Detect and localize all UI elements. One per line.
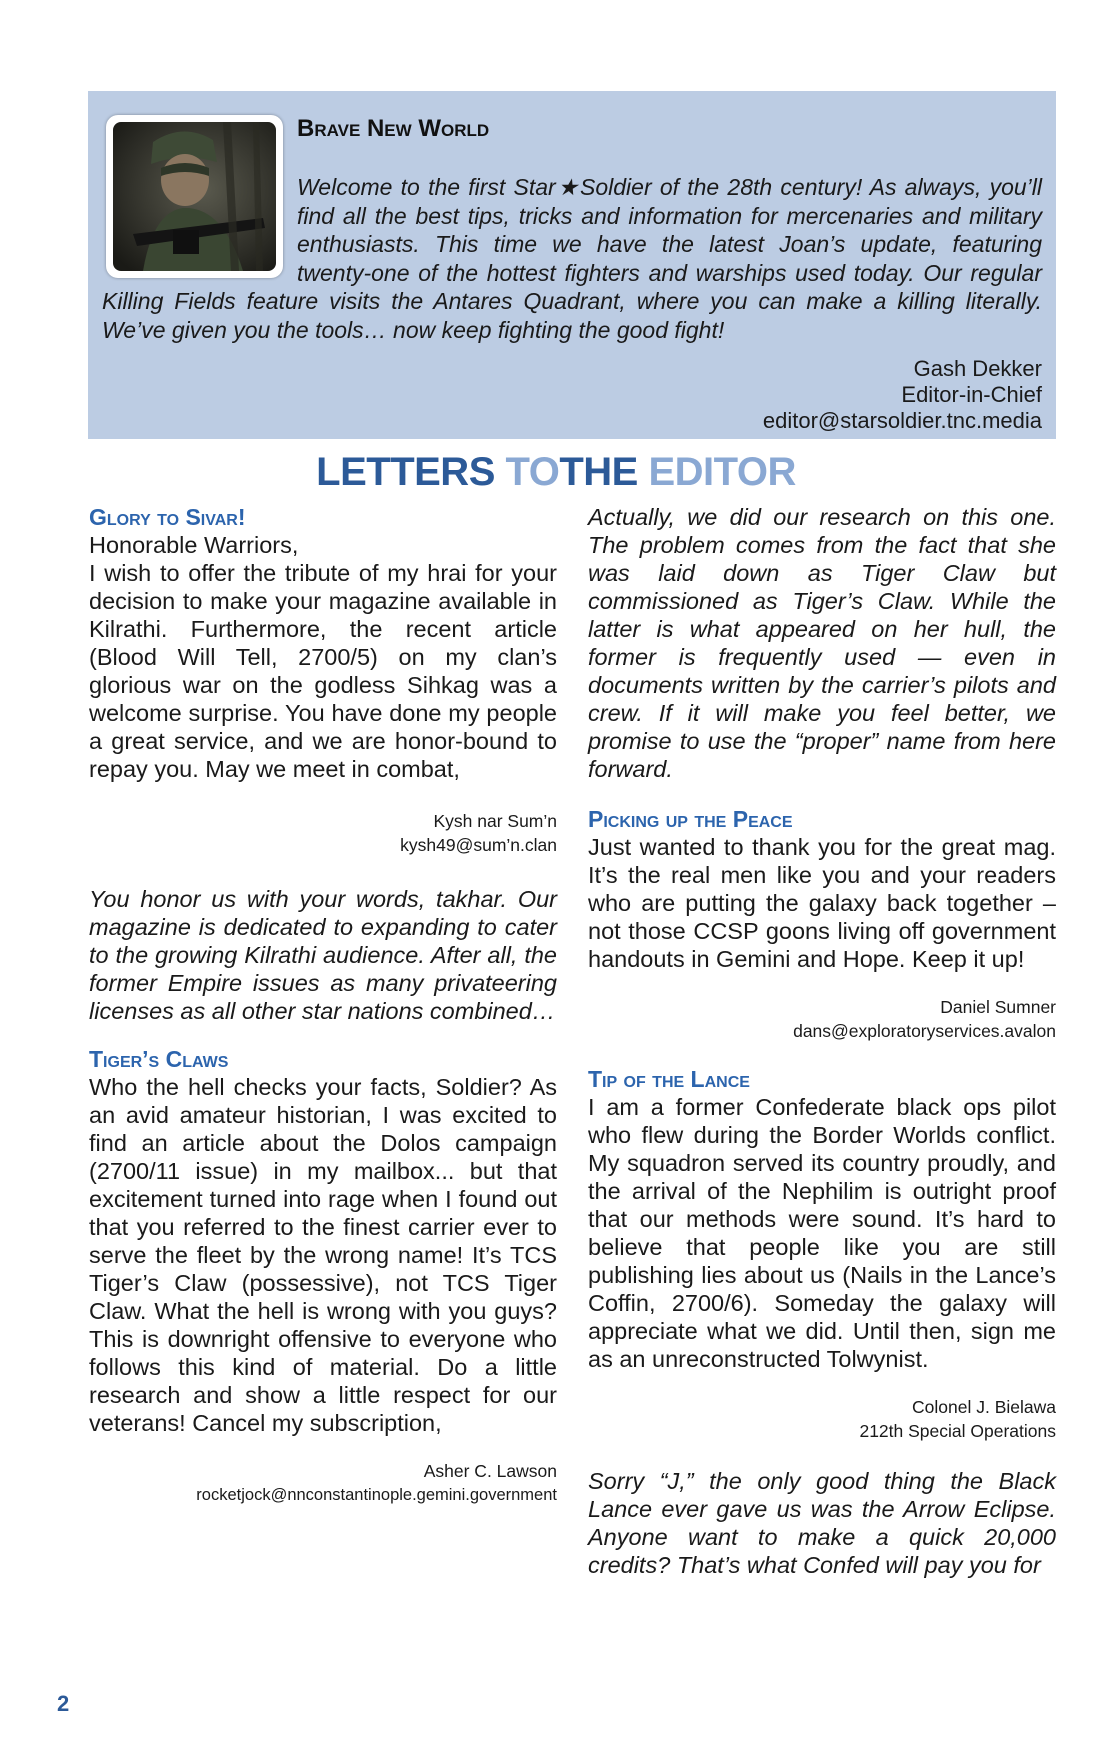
- signature-name: Gash Dekker: [913, 356, 1042, 381]
- section-title-part2: TO: [505, 450, 560, 494]
- letter-email-tiger[interactable]: rocketjock@nnconstantinople.gemini.government: [196, 1486, 557, 1504]
- editorial-signature: [102, 356, 1042, 434]
- letter-heading-glory: Glory to Sivar!: [89, 504, 246, 530]
- letter-email-peace[interactable]: dans@exploratoryservices.avalon: [793, 1021, 1056, 1041]
- letter-email-glory[interactable]: kysh49@sum’n.clan: [400, 835, 557, 855]
- letter-author-peace: Daniel Sumner: [940, 997, 1056, 1017]
- letter-body-lance: I am a former Confederate black ops pilot who flew during the Border Worlds conflict. My squadron served its country proudly, and the arrival of the Nephilim is outright proof that our methods were sound. It’s hard to believe that people like you are still publishing lies about us (Nails in the Lance’s Coffin, 2700/6). Someday the galaxy will appreciate what we did. Until then, sign me as an unreconstructed Tolwynist.: [588, 1094, 1056, 1372]
- letter-body-tiger: Who the hell checks your facts, Soldier? As an avid amateur historian, I was excited to find an article about the Dolos campaign (2700/11 issue) in my mailbox... but that excitement turned into rage when I found out that you referred to the finest carrier ever to serve the fleet by the wrong name! It’s TCS Tiger’s Claw (possessive), not TCS Tiger Claw. What the hell is wrong with you guys? This is downright offensive to everyone who follows this kind of material. Do a little research and show a little respect for our veterans! Cancel my subscription,: [89, 1074, 557, 1436]
- editor-reply-glory: You honor us with your words, takhar. Our magazine is dedicated to expanding to cater to the growing Kilrathi audience. After all, the former Empire issues as many privateering licenses as all other star nations combined…: [89, 886, 557, 1024]
- section-title-part4: EDITOR: [648, 450, 796, 494]
- editor-reply-tiger: Actually, we did our research on this one. The problem comes from the fact that she was laid down as Tiger Claw but commissioned as Tiger’s Claw. While the latter is what appeared on her hull, the former is frequently used — even in documents written by the carrier’s pilots and crew. If it will make you feel better, we promise to use the “proper” name from here forward.: [588, 504, 1056, 782]
- editorial-body: Welcome to the first Star★Soldier of the 28th century! As always, you’ll find all the best tips, tricks and information for mercenaries and military enthusiasts. This time we have the latest Joan’s update, featuring twenty-one of the hottest fighters and warships used today. Our regular Killing Fields feature visits the Antares Quadrant, where you can make a killing literally. We’ve given you the tools… now keep fighting the good fight!: [102, 174, 1042, 343]
- left-column: [89, 503, 557, 1507]
- section-title-part1: LETTERS: [316, 450, 495, 494]
- letter-body-glory: Honorable Warriors, I wish to offer the tribute of my hrai for your decision to make your magazine available in Kilrathi. Furthermore, the recent article (Blood Will Tell, 2700/5) on my clan’s glorious war on the godless Sihkag was a welcome surprise. You have done my people a great service, and we are honor-bound to repay you. May we meet in combat,: [89, 532, 557, 782]
- letter-body-peace: Just wanted to thank you for the great mag. It’s the real men like you and your readers who are putting the galaxy back together – not those CCSP goons living off government handouts in Gemini and Hope. Keep it up!: [588, 834, 1056, 972]
- page-number: 2: [57, 1691, 70, 1716]
- editorial-box: [88, 91, 1056, 439]
- signature-email[interactable]: editor@starsoldier.tnc.media: [762, 408, 1042, 433]
- section-title: [0, 450, 1112, 495]
- editorial-title: Brave New World: [297, 115, 490, 142]
- soldier-photo-image: [113, 122, 276, 271]
- letter-heading-lance: Tip of the Lance: [588, 1066, 750, 1092]
- soldier-photo: [106, 115, 283, 278]
- letter-unit-lance: 212th Special Operations: [859, 1421, 1056, 1441]
- right-column: [588, 503, 1056, 1579]
- letter-heading-peace: Picking up the Peace: [588, 806, 793, 832]
- signature-role: Editor-in-Chief: [901, 382, 1042, 407]
- letter-author-lance: Colonel J. Bielawa: [912, 1397, 1056, 1417]
- section-title-part3: THE: [559, 450, 638, 494]
- letter-author-glory: Kysh nar Sum’n: [433, 811, 557, 831]
- editor-reply-lance: Sorry “J,” the only good thing the Black Lance ever gave us was the Arrow Eclipse. Anyone want to make a quick 20,000 credits? That’s what Confed will pay you for: [588, 1468, 1056, 1578]
- letter-heading-tiger: Tiger’s Claws: [89, 1046, 229, 1072]
- letter-author-tiger: Asher C. Lawson: [423, 1461, 557, 1481]
